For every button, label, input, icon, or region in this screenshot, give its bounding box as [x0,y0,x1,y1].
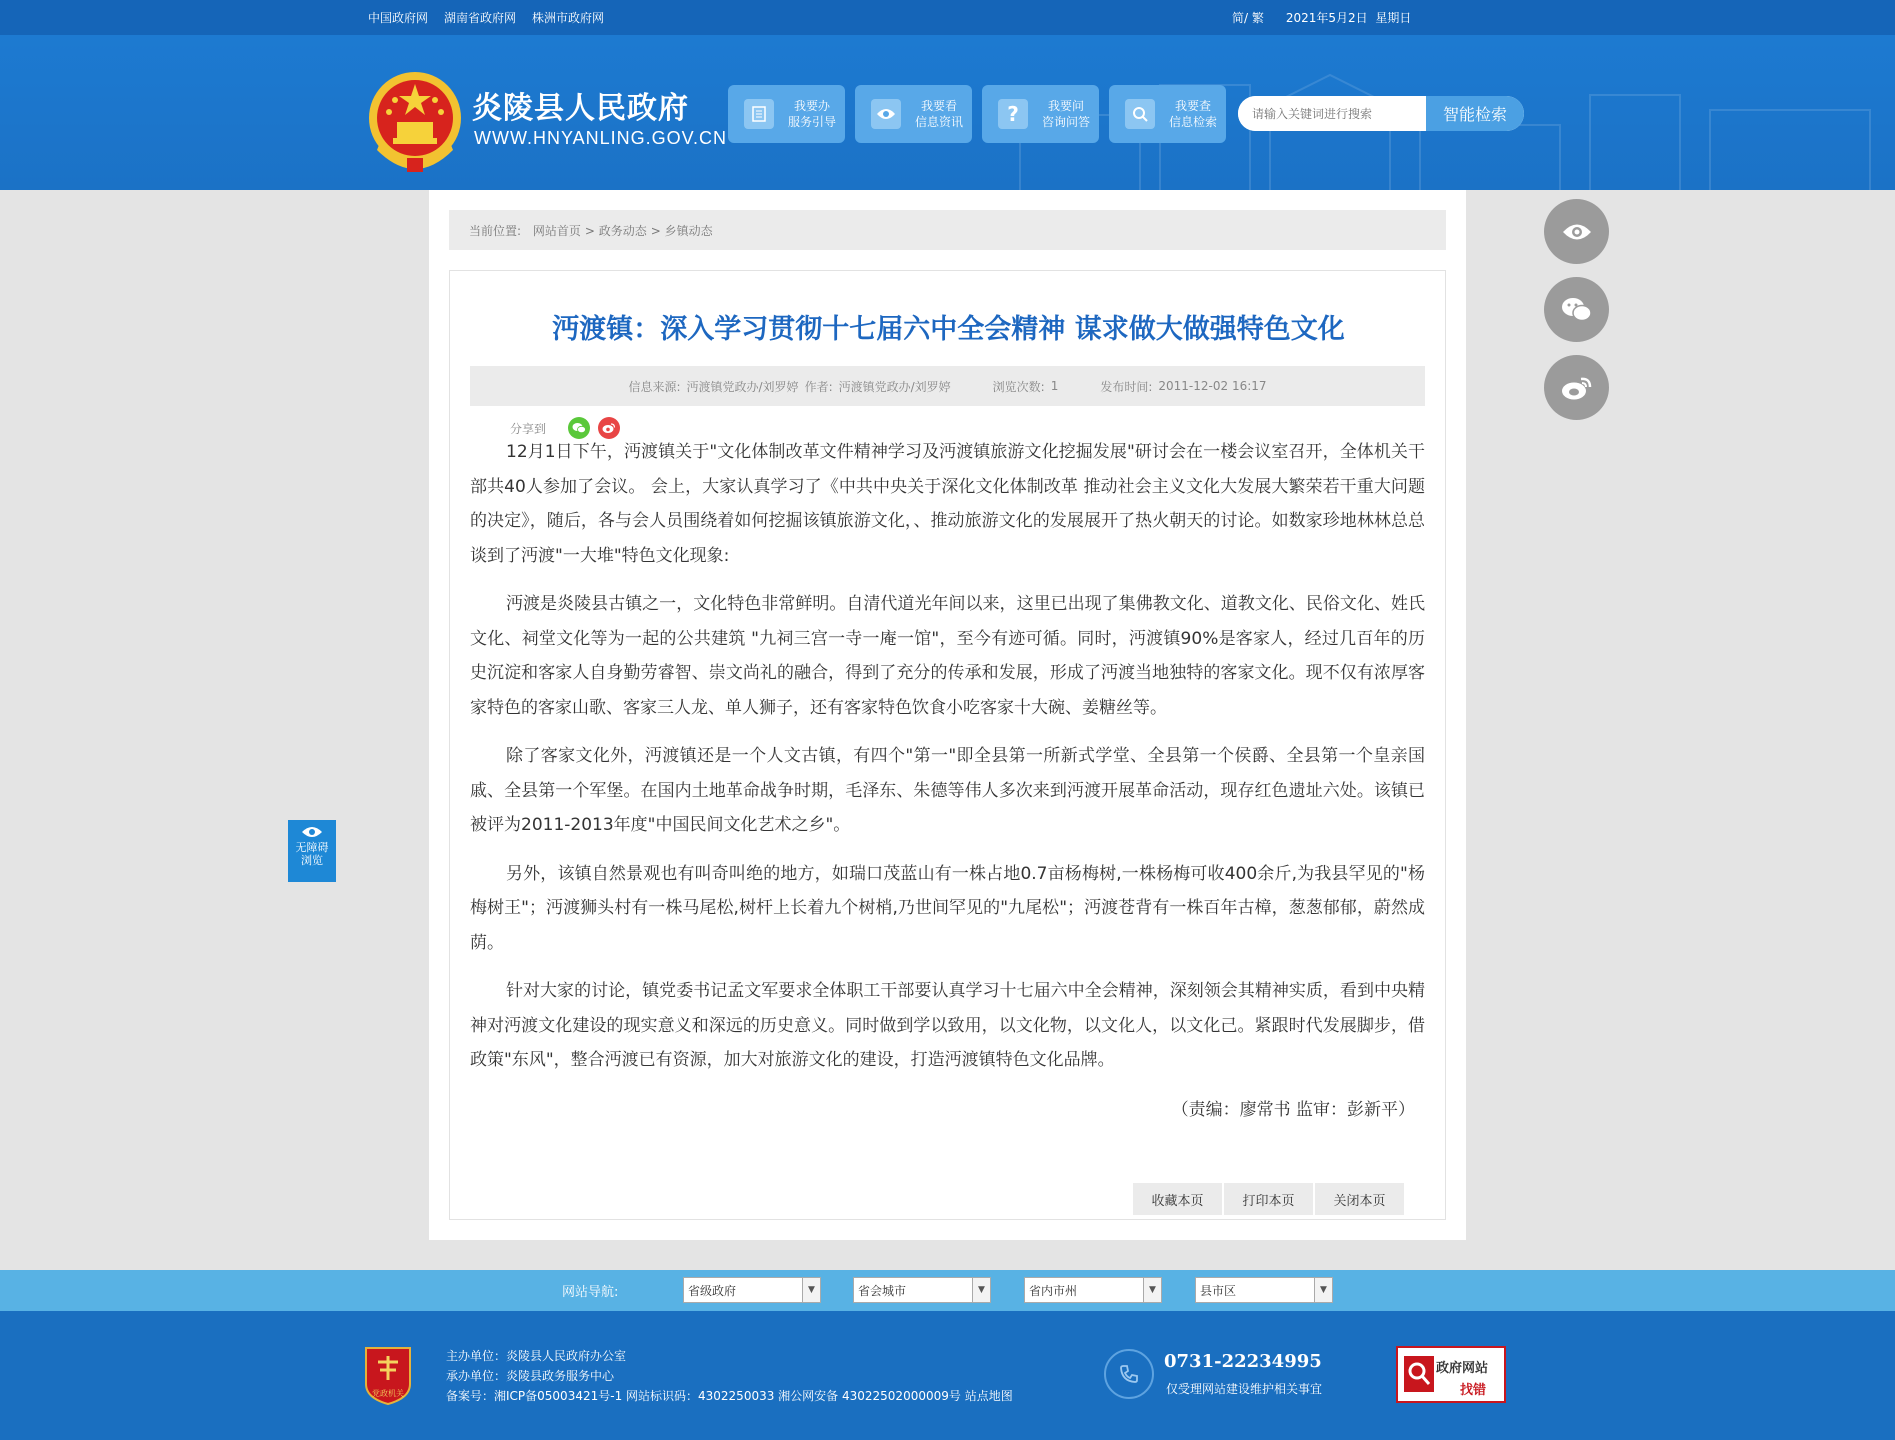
article-meta [470,366,1425,406]
accessibility-line2: 浏览 [301,854,323,867]
bookmark-button[interactable]: 收藏本页 [1133,1183,1222,1215]
consult-qa-label [1042,98,1090,130]
float-wechat-button[interactable] [1544,277,1609,342]
article-title: 沔渡镇：深入学习贯彻十七届六中全会精神 谋求做大做强特色文化 [552,314,1345,345]
select-county[interactable] [1195,1277,1333,1303]
btn-line2: 服务引导 [788,115,837,129]
document-icon [744,99,774,129]
source-value: 沔渡镇党政办/刘罗婷 [686,379,799,394]
top-right [1232,0,1411,35]
article-body [470,435,1425,1092]
accessibility-line1: 无障碍 [295,841,329,854]
link-hunan-gov[interactable]: 湖南省政府网 [444,11,517,25]
breadcrumb-gov-news[interactable]: > 政务动态 [584,223,647,238]
weibo-icon [1561,375,1593,401]
footer-phone: 0731-22234995 [1164,1351,1322,1372]
article [449,270,1446,1220]
correction-line2: 找错 [1460,1383,1487,1398]
info-search-label [1169,98,1217,130]
site-navigation-bar [0,1270,1895,1311]
btn-line1: 我要办 [794,99,831,113]
phone-icon [1104,1349,1154,1399]
footer-info [446,1346,1013,1406]
date-text [1286,9,1411,26]
footer-organizer: 承办单位：炎陵县政务服务中心 [446,1369,615,1383]
breadcrumb [449,210,1446,250]
date-value: 2021年5月2日 [1285,11,1368,25]
question-icon: ? [998,99,1028,129]
chevron-down-icon: ▼ [972,1278,990,1302]
service-guide-label [788,98,836,130]
share-label: 分享到 [510,421,547,436]
search-icon [1125,99,1155,129]
close-page-button[interactable]: 关闭本页 [1315,1183,1404,1215]
btn-line2: 信息检索 [1169,115,1218,129]
nav-label: 网站导航: [562,1285,619,1300]
btn-line2: 信息资讯 [915,115,964,129]
select-value: 省会城市 [858,1283,907,1298]
link-zhuzhou-gov[interactable]: 株洲市政府网 [532,11,605,25]
float-weibo-button[interactable] [1544,355,1609,420]
select-value: 省级政府 [688,1283,737,1298]
consult-qa-button[interactable] [982,85,1099,143]
top-bar [0,0,1895,35]
gov-links [368,0,604,35]
search-box [1238,96,1524,131]
correction-line1: 政府网站 [1436,1361,1489,1376]
breadcrumb-town-news[interactable]: > 乡镇动态 [650,223,713,238]
btn-line1: 我要查 [1175,99,1212,113]
breadcrumb-prefix: 当前位置: [469,223,522,238]
author-label: 作者: [804,379,833,394]
eye-icon [871,99,901,129]
print-button[interactable]: 打印本页 [1224,1183,1313,1215]
editor-credit: （责编：廖常书 监审：彭新平） [1171,1100,1415,1120]
language-toggle[interactable]: 简/ 繁 [1232,11,1264,25]
eye-icon [1562,222,1592,242]
breadcrumb-home[interactable]: 网站首页 [532,223,581,238]
article-paragraph: 沔渡是炎陵县古镇之一，文化特色非常鲜明。自清代道光年间以来，这里已出现了集佛教文化、道教文化、民俗文化、姓氏文化、祠堂文化等为一起的公共建筑 "九祠三宫一寺一庵一馆"，至今有迹可循。同时，沔渡镇90%是客家人，经过几百年的历史沉淀和客家人自身勤劳睿智、崇文尚礼的融合，得到了充分的传承和发展，形成了沔渡当地独特的客家文化。现不仅有浓厚客家特色的客家山歌、客家三人龙、单人狮子，还有客家特色饮食小吃客家十大碗、姜糖丝等。 [470,594,1425,718]
select-prefecture[interactable] [1024,1277,1162,1303]
badge-text: 党政机关 [372,1389,404,1398]
service-guide-button[interactable] [728,85,845,143]
select-value: 县市区 [1200,1283,1237,1298]
accessibility-button[interactable] [288,820,336,882]
btn-line1: 我要看 [921,99,958,113]
eye-icon [301,826,323,838]
views-label: 浏览次数: [992,379,1045,394]
chevron-down-icon: ▼ [1314,1278,1332,1302]
wechat-icon [1561,297,1593,323]
weekday-value: 星期日 [1375,11,1412,25]
search-submit-button[interactable]: 智能检索 [1426,96,1524,131]
link-central-gov[interactable]: 中国政府网 [368,11,429,25]
article-paragraph: 12月1日下午，沔渡镇关于"文化体制改革文件精神学习及沔渡镇旅游文化挖掘发展"研讨会在一楼会议室召开，全体机关干部共40人参加了会议。 会上，大家认真学习了《中共中央关于深化文化体制改革 推动社会主义文化大发展大繁荣若干重大问题的决定》，随后，各与会人员围绕着如何挖掘该镇旅游文化，、推动旅游文化的发展展开了热火朝天的讨论。如数家珍地林林总总谈到了沔渡"一大堆"特色文化现象: [470,442,1425,566]
btn-line1: 我要问 [1048,99,1085,113]
views-value: 1 [1050,379,1059,393]
chevron-down-icon: ▼ [802,1278,820,1302]
site-footer [0,1311,1895,1440]
magnifier-icon [1404,1356,1434,1392]
main-content [429,190,1466,1240]
search-input[interactable] [1238,96,1426,131]
select-province-gov[interactable] [683,1277,821,1303]
float-eye-button[interactable] [1544,199,1609,264]
footer-phone-note: 仅受理网站建设维护相关事宜 [1166,1382,1323,1396]
date-label: 发布时间: [1100,379,1153,394]
site-header [0,35,1895,190]
article-tools [1133,1183,1404,1215]
report-error-button[interactable] [1396,1346,1506,1403]
footer-host: 主办单位：炎陵县人民政府办公室 [446,1349,627,1363]
info-news-button[interactable] [855,85,972,143]
national-emblem-icon [367,70,463,176]
info-search-button[interactable] [1109,85,1226,143]
source-label: 信息来源: [628,379,681,394]
info-news-label [915,98,963,130]
btn-line2: 咨询问答 [1042,115,1091,129]
chevron-down-icon: ▼ [1143,1278,1161,1302]
site-url: WWW.HNYANLING.GOV.CN [474,128,728,148]
footer-record: 备案号：湘ICP备05003421号-1 网站标识码：4302250033 湘公网安备 43022502000009号 站点地图 [446,1389,1013,1403]
select-value: 省内市州 [1029,1283,1078,1298]
author-value: 沔渡镇党政办/刘罗婷 [838,379,951,394]
article-paragraph: 除了客家文化外，沔渡镇还是一个人文古镇，有四个"第一"即全县第一所新式学堂、全县第一个侯爵、全县第一个皇亲国戚、全县第一个军堡。在国内土地革命战争时期，毛泽东、朱德等伟人多次来到沔渡开展革命活动，现存红色遗址六处。该镇已被评为2011-2013年度"中国民间文化艺术之乡"。 [470,746,1425,835]
article-paragraph: 针对大家的讨论，镇党委书记孟文军要求全体职工干部要认真学习十七届六中全会精神，深刻领会其精神实质，看到中央精神对沔渡文化建设的现实意义和深远的历史意义。同时做到学以致用，以文化物，以文化人，以文化己。紧跟时代发展脚步，借政策"东风"，整合沔渡已有资源，加大对旅游文化的建设，打造沔渡镇特色文化品牌。 [470,981,1425,1070]
site-title: 炎陵县人民政府 [472,91,689,126]
article-paragraph: 另外，该镇自然景观也有叫奇叫绝的地方，如瑞口茂蓝山有一株占地0.7亩杨梅树,一株杨梅可收400余斤,为我县罕见的"杨梅树王"；沔渡狮头村有一株马尾松,树杆上长着九个树梢,乃世间罕见的"九尾松"；沔渡苍背有一株百年古樟，葱葱郁郁，蔚然成荫。 [470,863,1425,953]
party-gov-badge-icon[interactable] [362,1344,414,1406]
select-capital-city[interactable] [853,1277,991,1303]
date-value: 2011-12-02 16:17 [1158,379,1267,393]
